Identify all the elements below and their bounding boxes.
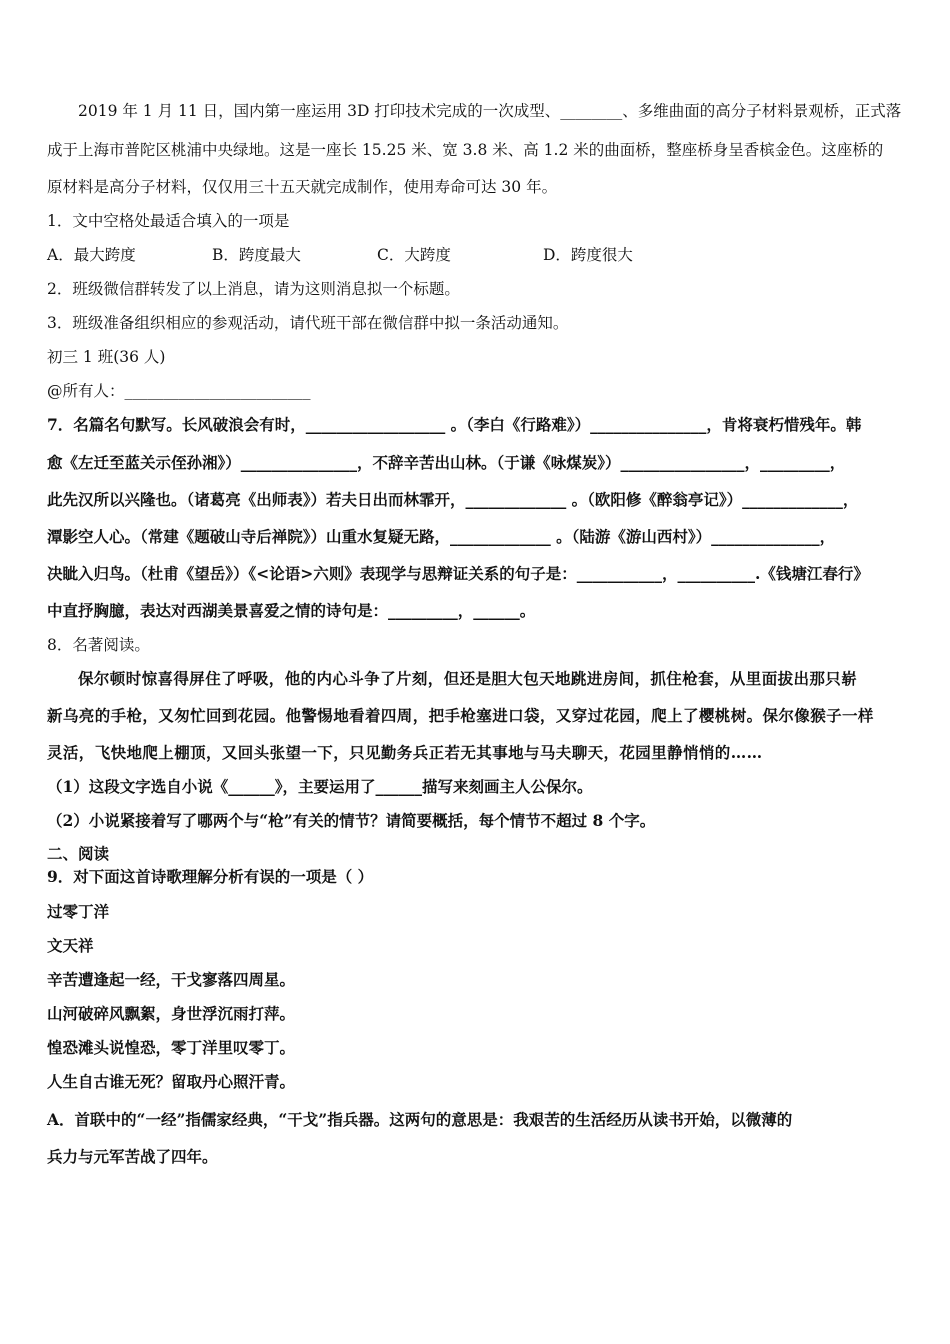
- q1-option-b: B．跨度最大: [212, 246, 301, 264]
- q3-stem: 3．班级准备组织相应的参观活动，请代班干部在微信群中拟一条活动通知。: [47, 314, 569, 332]
- q9-option-a-line-2: 兵力与元军苦战了四年。: [47, 1147, 218, 1166]
- group-mention: @所有人：________________________: [47, 382, 311, 400]
- group-name: 初三 1 班(36 人): [47, 348, 166, 366]
- q8-title: 8．名著阅读。: [47, 636, 150, 654]
- q7-line-5: 决眦入归鸟。（杜甫《望岳》）《<论语>六则》表现学与思辩证关系的句子是：___________，__________.《钱塘江春行》: [47, 564, 869, 583]
- poem-title: 过零丁洋: [47, 902, 110, 921]
- q7-line-3: 此先汉所以兴隆也。（诸葛亮《出师表》）若夫日出而林霏开，_____________ 。（欧阳修《醉翁亭记》）_____________，: [47, 490, 859, 509]
- poem-line-2: 山河破碎风飘絮，身世浮沉雨打萍。: [47, 1004, 296, 1023]
- q7-line-4: 潭影空人心。（常建《题破山寺后禅院》）山重水复疑无路，_____________ 。（陆游《游山西村》）______________，: [47, 527, 836, 546]
- passage-line-1: 2019 年 1 月 11 日，国内第一座运用 3D 打印技术完成的一次成型、________、多维曲面的高分子材料景观桥，正式落: [78, 102, 902, 120]
- q9-stem: 9．对下面这首诗歌理解分析有误的一项是（ ）: [47, 867, 374, 886]
- q1-option-c: C．大跨度: [377, 246, 451, 264]
- section-2-title: 二、阅读: [47, 844, 110, 863]
- q7-line-2: 愈《左迁至蓝关示侄孙湘》）_______________，不辞辛苦出山林。（于谦《咏煤炭》）________________，_________，: [47, 453, 846, 472]
- q7-line-6: 中直抒胸臆，表达对西湖美景喜爱之情的诗句是：_________，______。: [47, 601, 536, 620]
- q9-option-a-line-1: A．首联中的“一经”指儒家经典，“干戈”指兵器。这两句的意思是：我艰苦的生活经历从读书开始，以微薄的: [47, 1110, 793, 1129]
- q1-stem: 1．文中空格处最适合填入的一项是: [47, 212, 290, 230]
- q8-excerpt-line-1: 保尔顿时惊喜得屏住了呼吸，他的内心斗争了片刻，但还是胆大包天地跳进房间，抓住枪套，从里面拔出那只崭: [78, 669, 858, 688]
- poem-line-3: 惶恐滩头说惶恐，零丁洋里叹零丁。: [47, 1038, 296, 1057]
- q1-option-a: A．最大跨度: [47, 246, 136, 264]
- poem-line-4: 人生自古谁无死？留取丹心照汗青。: [47, 1072, 296, 1091]
- q8-excerpt-line-3: 灵活，飞快地爬上棚顶，又回头张望一下，只见勤务兵正若无其事地与马夫聊天，花园里静悄悄的……: [47, 743, 763, 762]
- passage-line-2: 成于上海市普陀区桃浦中央绿地。这是一座长 15.25 米、宽 3.8 米、高 1.2 米的曲面桥，整座桥身呈香槟金色。这座桥的: [47, 141, 884, 159]
- q7-line-1: 7．名篇名句默写。长风破浪会有时，__________________ 。（李白《行路难》）_______________，肯将衰朽惜残年。韩: [47, 415, 862, 434]
- poem-line-1: 辛苦遭逢起一经，干戈寥落四周星。: [47, 970, 296, 989]
- q8-sub-2: （2）小说紧接着写了哪两个与“枪”有关的情节？请简要概括，每个情节不超过 8 个字。: [47, 811, 656, 830]
- q1-option-d: D．跨度很大: [543, 246, 633, 264]
- q8-sub-1: （1）这段文字选自小说《______》，主要运用了______描写来刻画主人公保尔。: [47, 777, 593, 796]
- q8-excerpt-line-2: 新乌亮的手枪，又匆忙回到花园。他警惕地看着四周，把手枪塞进口袋，又穿过花园，爬上了樱桃树。保尔像猴子一样: [47, 706, 874, 725]
- q2-stem: 2．班级微信群转发了以上消息，请为这则消息拟一个标题。: [47, 280, 460, 298]
- poem-author: 文天祥: [47, 936, 94, 955]
- passage-line-3: 原材料是高分子材料，仅仅用三十五天就完成制作，使用寿命可达 30 年。: [47, 178, 558, 196]
